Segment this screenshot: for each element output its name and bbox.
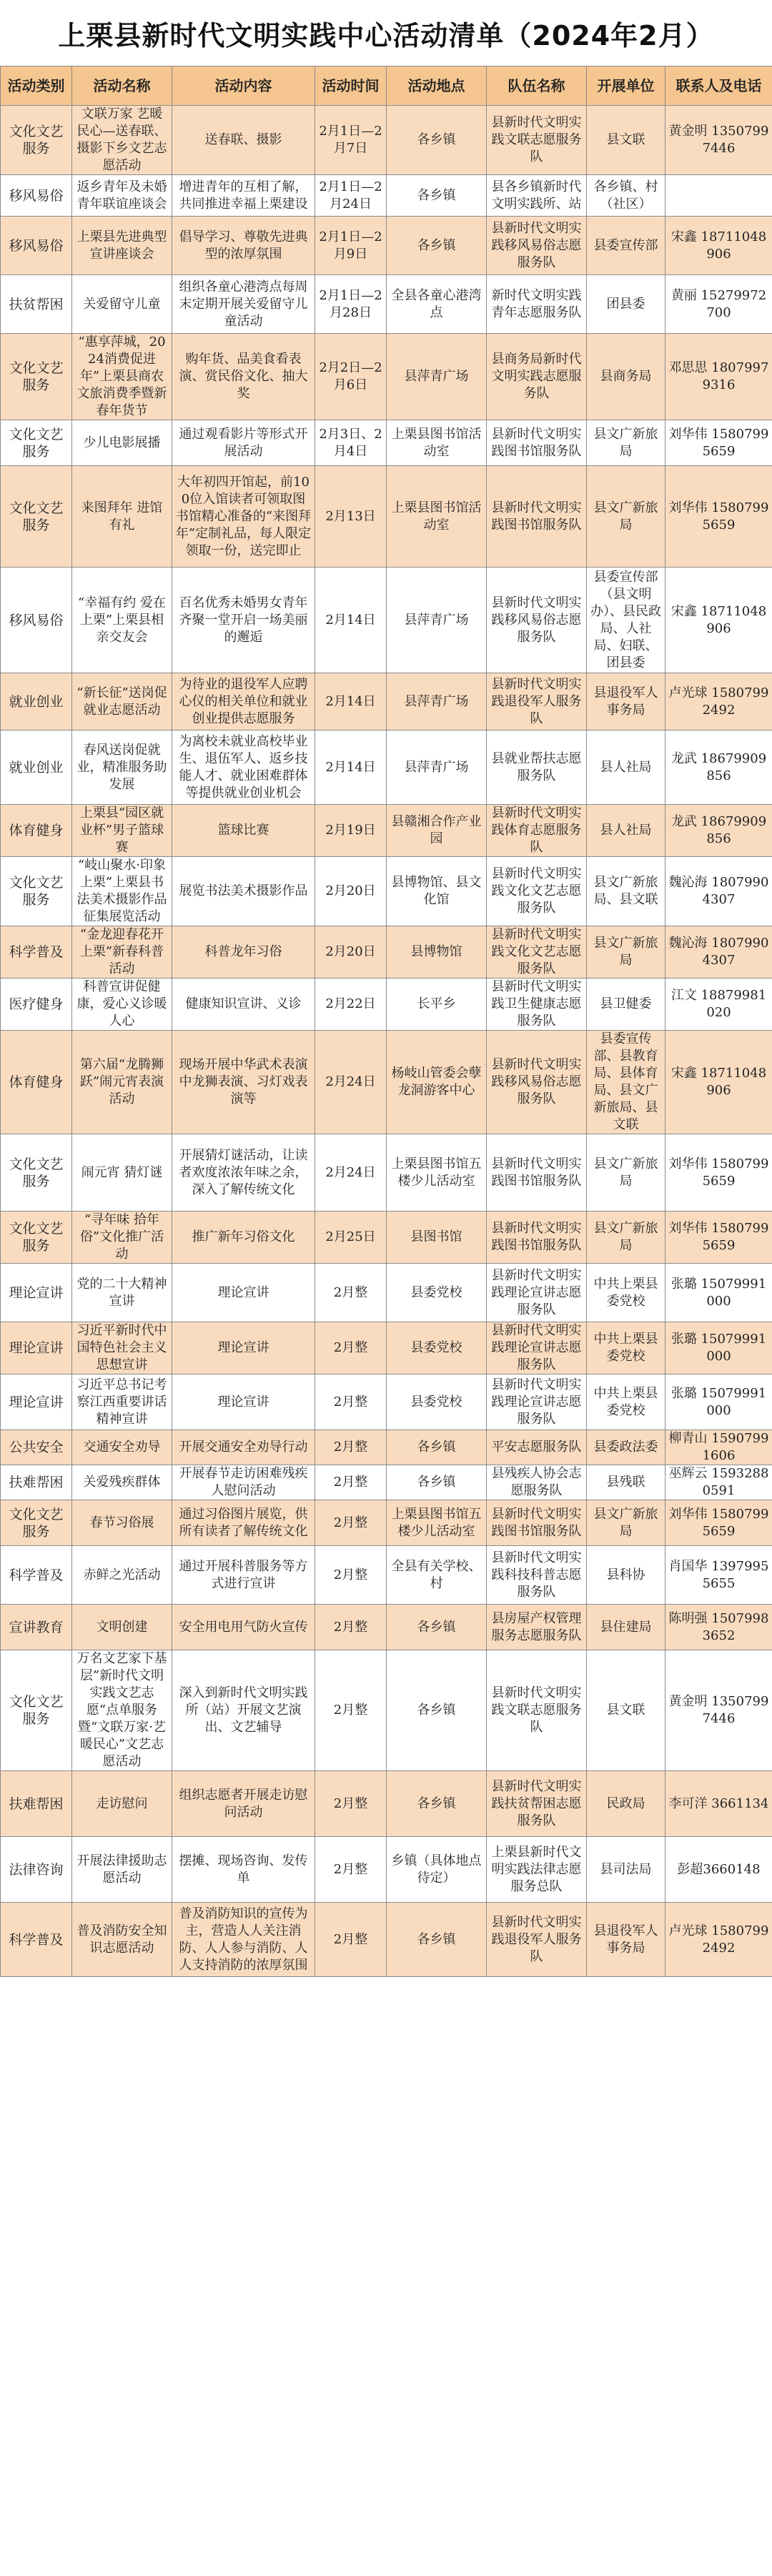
cell-location: 县委党校 xyxy=(387,1322,487,1374)
cell-organizer: 县文广新旅局 xyxy=(587,466,665,568)
cell-organizer: 县文广新旅局 xyxy=(587,420,665,466)
header-name: 活动名称 xyxy=(72,66,172,106)
cell-organizer: 县退役军人事务局 xyxy=(587,1903,665,1977)
cell-organizer: 县文广新旅局 xyxy=(587,926,665,979)
cell-organizer: 县委政法委 xyxy=(587,1430,665,1465)
page-title: 上栗县新时代文明实践中心活动清单（2024年2月） xyxy=(58,19,714,51)
table-row xyxy=(1,1465,772,1500)
cell-activity-content: 通过观看影片等形式开展活动 xyxy=(172,420,315,466)
cell-contact: 魏沁海 18079904307 xyxy=(665,926,772,979)
cell-location: 各乡镇 xyxy=(387,1430,487,1465)
cell-organizer: 县文广新旅局、县文联 xyxy=(587,857,665,926)
cell-activity-name: 赤鲜之光活动 xyxy=(72,1546,172,1605)
cell-organizer: 县文广新旅局 xyxy=(587,1134,665,1212)
cell-activity-content: 倡导学习、尊敬先进典型的浓厚氛围 xyxy=(172,217,315,275)
table-row xyxy=(1,1212,772,1264)
cell-location: 县萍青广场 xyxy=(387,334,487,420)
cell-organizer: 中共上栗县委党校 xyxy=(587,1264,665,1322)
cell-activity-content: 百名优秀未婚男女青年齐聚一堂开启一场美丽的邂逅 xyxy=(172,568,315,673)
table-row xyxy=(1,1605,772,1650)
cell-team: 县新时代文明实践理论宣讲志愿服务队 xyxy=(487,1264,587,1322)
cell-organizer: 县退役军人事务局 xyxy=(587,673,665,730)
cell-time: 2月20日 xyxy=(315,857,387,926)
cell-contact: 魏沁海 18079904307 xyxy=(665,857,772,926)
cell-activity-name: 交通安全劝导 xyxy=(72,1430,172,1465)
cell-location: 县图书馆 xyxy=(387,1212,487,1264)
cell-contact: 柳青山 15907991606 xyxy=(665,1430,772,1465)
cell-team: 县各乡镇新时代文明实践所、站 xyxy=(487,175,587,217)
cell-category: 理论宣讲 xyxy=(1,1374,72,1430)
cell-contact: 张璐 15079991000 xyxy=(665,1374,772,1430)
cell-activity-name: 万名文艺家下基层”新时代文明实践文艺志愿“点单服务暨“文联万家·艺暖民心”文艺志愿活动 xyxy=(72,1650,172,1771)
table-row xyxy=(1,1031,772,1134)
cell-category: 移风易俗 xyxy=(1,568,72,673)
table-row xyxy=(1,106,772,175)
table-row xyxy=(1,175,772,217)
table-row xyxy=(1,1771,772,1837)
cell-time: 2月19日 xyxy=(315,805,387,857)
cell-category: 文化文艺服务 xyxy=(1,420,72,466)
cell-contact: 巫辉云 15932880591 xyxy=(665,1465,772,1500)
header-time: 活动时间 xyxy=(315,66,387,106)
cell-team: 县房屋产权管理服务志愿服务队 xyxy=(487,1605,587,1650)
table-row xyxy=(1,1264,772,1322)
cell-contact: 刘华伟 15807995659 xyxy=(665,1500,772,1546)
cell-time: 2月2日—2月6日 xyxy=(315,334,387,420)
table-row xyxy=(1,979,772,1031)
cell-organizer: 县文联 xyxy=(587,1650,665,1771)
table-row xyxy=(1,568,772,673)
cell-team: 县新时代文明实践科技科普志愿服务队 xyxy=(487,1546,587,1605)
cell-team: 县新时代文明实践理论宣讲志愿服务队 xyxy=(487,1322,587,1374)
cell-category: 科学普及 xyxy=(1,1546,72,1605)
cell-activity-name: 文联万家 艺暖民心—送春联、摄影下乡文艺志愿活动 xyxy=(72,106,172,175)
cell-organizer: 县司法局 xyxy=(587,1837,665,1903)
cell-team: 县新时代文明实践退役军人服务队 xyxy=(487,673,587,730)
cell-contact: 张璐 15079991000 xyxy=(665,1264,772,1322)
cell-location: 上栗县图书馆活动室 xyxy=(387,466,487,568)
cell-location: 县博物馆、县文化馆 xyxy=(387,857,487,926)
cell-activity-content: 展览书法美术摄影作品 xyxy=(172,857,315,926)
table-row xyxy=(1,466,772,568)
cell-activity-name: 关爱残疾群体 xyxy=(72,1465,172,1500)
cell-team: 县新时代文明实践移风易俗志愿服务队 xyxy=(487,217,587,275)
cell-category: 理论宣讲 xyxy=(1,1264,72,1322)
table-body xyxy=(1,106,772,1977)
cell-activity-content: 组织志愿者开展走访慰问活动 xyxy=(172,1771,315,1837)
cell-activity-content: 开展春节走访困难残疾人慰问活动 xyxy=(172,1465,315,1500)
cell-contact: 陈明强 15079983652 xyxy=(665,1605,772,1650)
cell-category: 文化文艺服务 xyxy=(1,1650,72,1771)
cell-organizer: 县科协 xyxy=(587,1546,665,1605)
cell-team: 县新时代文明实践图书馆服务队 xyxy=(487,1212,587,1264)
cell-activity-name: “惠享萍城，2024消费促进年”上栗县商农文旅消费季暨新春年货节 xyxy=(72,334,172,420)
cell-activity-name: 少儿电影展播 xyxy=(72,420,172,466)
cell-time: 2月1日—2月9日 xyxy=(315,217,387,275)
cell-activity-name: 党的二十大精神宣讲 xyxy=(72,1264,172,1322)
cell-category: 文化文艺服务 xyxy=(1,1134,72,1212)
cell-time: 2月整 xyxy=(315,1430,387,1465)
cell-activity-name: 习近平总书记考察江西重要讲话精神宣讲 xyxy=(72,1374,172,1430)
cell-category: 科学普及 xyxy=(1,1903,72,1977)
header-team: 队伍名称 xyxy=(487,66,587,106)
cell-location: 县委党校 xyxy=(387,1374,487,1430)
cell-location: 县萍青广场 xyxy=(387,730,487,805)
cell-category: 文化文艺服务 xyxy=(1,1212,72,1264)
cell-team: 县新时代文明实践移风易俗志愿服务队 xyxy=(487,568,587,673)
cell-contact: 宋鑫 18711048906 xyxy=(665,217,772,275)
cell-organizer: 县委宣传部（县文明办）、县民政局、人社局、妇联、团县委 xyxy=(587,568,665,673)
cell-category: 医疗健身 xyxy=(1,979,72,1031)
cell-location: 杨岐山管委会孽龙洞游客中心 xyxy=(387,1031,487,1134)
cell-time: 2月1日—2月28日 xyxy=(315,275,387,334)
cell-time: 2月25日 xyxy=(315,1212,387,1264)
cell-activity-name: 上栗县先进典型宣讲座谈会 xyxy=(72,217,172,275)
table-row xyxy=(1,420,772,466)
cell-location: 县赣湘合作产业园 xyxy=(387,805,487,857)
cell-team: 县新时代文明实践卫生健康志愿服务队 xyxy=(487,979,587,1031)
cell-time: 2月24日 xyxy=(315,1031,387,1134)
cell-contact: 黄金明 13507997446 xyxy=(665,106,772,175)
cell-location: 各乡镇 xyxy=(387,1465,487,1500)
table-row xyxy=(1,334,772,420)
table-row xyxy=(1,730,772,805)
cell-organizer: 县委宣传部、县教育局、县体育局、县文广新旅局、县文联 xyxy=(587,1031,665,1134)
cell-time: 2月24日 xyxy=(315,1134,387,1212)
cell-team: 县新时代文明实践理论宣讲志愿服务队 xyxy=(487,1374,587,1430)
cell-location: 各乡镇 xyxy=(387,175,487,217)
cell-team: 上栗县新时代文明实践法律志愿服务总队 xyxy=(487,1837,587,1903)
header-content: 活动内容 xyxy=(172,66,315,106)
cell-activity-name: 文明创建 xyxy=(72,1605,172,1650)
cell-activity-content: 篮球比赛 xyxy=(172,805,315,857)
cell-location: 长平乡 xyxy=(387,979,487,1031)
cell-contact: 刘华伟 15807995659 xyxy=(665,466,772,568)
cell-activity-content: 科普龙年习俗 xyxy=(172,926,315,979)
cell-activity-name: 来图拜年 进馆有礼 xyxy=(72,466,172,568)
cell-category: 扶贫帮困 xyxy=(1,275,72,334)
cell-contact: 刘华伟 15807995659 xyxy=(665,420,772,466)
cell-time: 2月14日 xyxy=(315,568,387,673)
cell-contact: 卢光球 15807992492 xyxy=(665,673,772,730)
header-contact: 联系人及电话 xyxy=(665,66,772,106)
table-row xyxy=(1,1374,772,1430)
cell-time: 2月整 xyxy=(315,1264,387,1322)
table-row xyxy=(1,1322,772,1374)
cell-location: 上栗县图书馆五楼少儿活动室 xyxy=(387,1134,487,1212)
cell-activity-content: 开展猜灯谜活动，让读者欢度浓浓年味之余，深入了解传统文化 xyxy=(172,1134,315,1212)
cell-organizer: 县卫健委 xyxy=(587,979,665,1031)
cell-location: 各乡镇 xyxy=(387,106,487,175)
cell-activity-content: 理论宣讲 xyxy=(172,1322,315,1374)
cell-activity-name: 习近平新时代中国特色社会主义思想宣讲 xyxy=(72,1322,172,1374)
cell-category: 宣讲教育 xyxy=(1,1605,72,1650)
cell-activity-content: 组织各童心港湾点每周末定期开展关爱留守儿童活动 xyxy=(172,275,315,334)
cell-contact: 李可洋 3661134 xyxy=(665,1771,772,1837)
cell-category: 法律咨询 xyxy=(1,1837,72,1903)
cell-organizer: 团县委 xyxy=(587,275,665,334)
cell-contact: 宋鑫 18711048906 xyxy=(665,1031,772,1134)
cell-time: 2月整 xyxy=(315,1546,387,1605)
table-row xyxy=(1,1650,772,1771)
cell-team: 县新时代文明实践图书馆服务队 xyxy=(487,420,587,466)
cell-activity-content: 为离校未就业高校毕业生、退伍军人、返乡技能人才、就业困难群体等提供就业创业机会 xyxy=(172,730,315,805)
cell-organizer: 县文联 xyxy=(587,106,665,175)
cell-contact: 黄丽 15279972700 xyxy=(665,275,772,334)
cell-team: 县新时代文明实践退役军人服务队 xyxy=(487,1903,587,1977)
cell-team: 新时代文明实践青年志愿服务队 xyxy=(487,275,587,334)
cell-activity-content: 安全用电用气防火宣传 xyxy=(172,1605,315,1650)
cell-location: 各乡镇 xyxy=(387,1903,487,1977)
cell-time: 2月整 xyxy=(315,1903,387,1977)
cell-team: 县新时代文明实践扶贫帮困志愿服务队 xyxy=(487,1771,587,1837)
cell-team: 县新时代文明实践文化文艺志愿服务队 xyxy=(487,857,587,926)
cell-time: 2月整 xyxy=(315,1322,387,1374)
cell-activity-content: 推广新年习俗文化 xyxy=(172,1212,315,1264)
cell-contact: 龙武 18679909856 xyxy=(665,730,772,805)
cell-activity-content: 普及消防知识的宣传为主，营造人人关注消防、人人参与消防、人人支持消防的浓厚氛围 xyxy=(172,1903,315,1977)
cell-organizer: 县文广新旅局 xyxy=(587,1212,665,1264)
cell-time: 2月整 xyxy=(315,1374,387,1430)
cell-category: 扶难帮困 xyxy=(1,1465,72,1500)
cell-activity-name: 走访慰问 xyxy=(72,1771,172,1837)
cell-location: 各乡镇 xyxy=(387,217,487,275)
cell-time: 2月14日 xyxy=(315,730,387,805)
cell-location: 县委党校 xyxy=(387,1264,487,1322)
cell-category: 文化文艺服务 xyxy=(1,857,72,926)
cell-organizer: 县人社局 xyxy=(587,730,665,805)
cell-category: 科学普及 xyxy=(1,926,72,979)
cell-category: 理论宣讲 xyxy=(1,1322,72,1374)
cell-activity-content: 购年货、品美食看表演、赏民俗文化、抽大奖 xyxy=(172,334,315,420)
cell-location: 上栗县图书馆活动室 xyxy=(387,420,487,466)
cell-category: 移风易俗 xyxy=(1,217,72,275)
cell-contact: 龙武 18679909856 xyxy=(665,805,772,857)
cell-activity-content: 深入到新时代文明实践所（站）开展文艺演出、文艺辅导 xyxy=(172,1650,315,1771)
cell-activity-name: 闹元宵 猜灯谜 xyxy=(72,1134,172,1212)
cell-contact: 刘华伟 15807995659 xyxy=(665,1134,772,1212)
table-row xyxy=(1,926,772,979)
cell-time: 2月14日 xyxy=(315,673,387,730)
cell-activity-content: 开展交通安全劝导行动 xyxy=(172,1430,315,1465)
cell-activity-name: “新长征”送岗促就业志愿活动 xyxy=(72,673,172,730)
cell-location: 各乡镇 xyxy=(387,1605,487,1650)
cell-contact: 邓思思 18079979316 xyxy=(665,334,772,420)
cell-location: 县博物馆 xyxy=(387,926,487,979)
cell-category: 文化文艺服务 xyxy=(1,106,72,175)
cell-time: 2月整 xyxy=(315,1465,387,1500)
cell-activity-name: 关爱留守儿童 xyxy=(72,275,172,334)
cell-organizer: 县人社局 xyxy=(587,805,665,857)
cell-activity-name: “岐山聚水·印象上栗”上栗县书法美术摄影作品征集展览活动 xyxy=(72,857,172,926)
cell-activity-content: 摆摊、现场咨询、发传单 xyxy=(172,1837,315,1903)
cell-organizer: 县残联 xyxy=(587,1465,665,1500)
cell-activity-name: “金龙迎春花开上栗”新春科普活动 xyxy=(72,926,172,979)
cell-contact: 黄金明 13507997446 xyxy=(665,1650,772,1771)
cell-team: 县商务局新时代文明实践志愿服务队 xyxy=(487,334,587,420)
cell-organizer: 各乡镇、村（社区） xyxy=(587,175,665,217)
cell-activity-content: 通过开展科普服务等方式进行宣讲 xyxy=(172,1546,315,1605)
cell-time: 2月整 xyxy=(315,1771,387,1837)
cell-activity-name: 普及消防安全知识志愿活动 xyxy=(72,1903,172,1977)
cell-organizer: 民政局 xyxy=(587,1771,665,1837)
cell-team: 县新时代文明实践图书馆服务队 xyxy=(487,1134,587,1212)
cell-time: 2月整 xyxy=(315,1500,387,1546)
cell-location: 各乡镇 xyxy=(387,1771,487,1837)
cell-team: 县残疾人协会志愿服务队 xyxy=(487,1465,587,1500)
cell-location: 全县有关学校、村 xyxy=(387,1546,487,1605)
cell-organizer: 中共上栗县委党校 xyxy=(587,1322,665,1374)
cell-contact: 刘华伟 15807995659 xyxy=(665,1212,772,1264)
table-row xyxy=(1,1837,772,1903)
cell-location: 各乡镇 xyxy=(387,1650,487,1771)
cell-category: 移风易俗 xyxy=(1,175,72,217)
cell-activity-content: 增进青年的互相了解，共同推进幸福上栗建设 xyxy=(172,175,315,217)
cell-category: 文化文艺服务 xyxy=(1,334,72,420)
cell-team: 县新时代文明实践移风易俗志愿服务队 xyxy=(487,1031,587,1134)
cell-time: 2月整 xyxy=(315,1605,387,1650)
cell-contact: 卢光球 15807992492 xyxy=(665,1903,772,1977)
cell-category: 体育健身 xyxy=(1,1031,72,1134)
cell-category: 文化文艺服务 xyxy=(1,1500,72,1546)
table-row xyxy=(1,217,772,275)
cell-organizer: 县文广新旅局 xyxy=(587,1500,665,1546)
cell-location: 上栗县图书馆五楼少儿活动室 xyxy=(387,1500,487,1546)
table-row xyxy=(1,1430,772,1465)
cell-time: 2月1日—2月24日 xyxy=(315,175,387,217)
table-header-row xyxy=(1,66,772,106)
cell-activity-name: 春节习俗展 xyxy=(72,1500,172,1546)
cell-contact xyxy=(665,175,772,217)
cell-location: 县萍青广场 xyxy=(387,568,487,673)
cell-contact: 江文 18879981020 xyxy=(665,979,772,1031)
cell-contact: 肖国华 13979955655 xyxy=(665,1546,772,1605)
cell-team: 县新时代文明实践文联志愿服务队 xyxy=(487,1650,587,1771)
cell-activity-name: 上栗县“园区就业杯”男子篮球赛 xyxy=(72,805,172,857)
cell-time: 2月13日 xyxy=(315,466,387,568)
cell-team: 县新时代文明实践体育志愿服务队 xyxy=(487,805,587,857)
cell-activity-content: 健康知识宣讲、义诊 xyxy=(172,979,315,1031)
cell-activity-name: “幸福有约 爱在上栗”上栗县相亲交友会 xyxy=(72,568,172,673)
header-unit: 开展单位 xyxy=(587,66,665,106)
cell-contact: 彭超3660148 xyxy=(665,1837,772,1903)
header-category: 活动类别 xyxy=(1,66,72,106)
cell-activity-content: 为待业的退役军人应聘心仪的相关单位和就业创业提供志愿服务 xyxy=(172,673,315,730)
cell-organizer: 县委宣传部 xyxy=(587,217,665,275)
cell-category: 公共安全 xyxy=(1,1430,72,1465)
table-row xyxy=(1,275,772,334)
cell-team: 县新时代文明实践图书馆服务队 xyxy=(487,1500,587,1546)
cell-activity-name: “寻年味 拾年俗”文化推广活动 xyxy=(72,1212,172,1264)
cell-activity-name: 科普宣讲促健康，爱心义诊暖人心 xyxy=(72,979,172,1031)
cell-time: 2月整 xyxy=(315,1650,387,1771)
cell-activity-name: 春风送岗促就业，精准服务助发展 xyxy=(72,730,172,805)
cell-team: 县新时代文明实践文化文艺志愿服务队 xyxy=(487,926,587,979)
cell-category: 扶难帮困 xyxy=(1,1771,72,1837)
cell-category: 就业创业 xyxy=(1,673,72,730)
cell-time: 2月整 xyxy=(315,1837,387,1903)
cell-activity-name: 返乡青年及未婚青年联谊座谈会 xyxy=(72,175,172,217)
cell-activity-content: 现场开展中华武术表演中龙狮表演、习灯戏表演等 xyxy=(172,1031,315,1134)
cell-team: 县新时代文明实践文联志愿服务队 xyxy=(487,106,587,175)
table-row xyxy=(1,1134,772,1212)
cell-team: 县就业帮扶志愿服务队 xyxy=(487,730,587,805)
table-row xyxy=(1,1903,772,1977)
cell-organizer: 县住建局 xyxy=(587,1605,665,1650)
cell-activity-content: 理论宣讲 xyxy=(172,1264,315,1322)
cell-category: 就业创业 xyxy=(1,730,72,805)
cell-organizer: 县商务局 xyxy=(587,334,665,420)
cell-time: 2月20日 xyxy=(315,926,387,979)
cell-contact: 宋鑫 18711048906 xyxy=(665,568,772,673)
cell-team: 平安志愿服务队 xyxy=(487,1430,587,1465)
cell-location: 县萍青广场 xyxy=(387,673,487,730)
cell-activity-name: 开展法律援助志愿活动 xyxy=(72,1837,172,1903)
cell-team: 县新时代文明实践图书馆服务队 xyxy=(487,466,587,568)
cell-activity-content: 通过习俗图片展览，供所有读者了解传统文化 xyxy=(172,1500,315,1546)
cell-time: 2月3日、2月4日 xyxy=(315,420,387,466)
cell-location: 乡镇（具体地点待定） xyxy=(387,1837,487,1903)
cell-organizer: 中共上栗县委党校 xyxy=(587,1374,665,1430)
cell-category: 体育健身 xyxy=(1,805,72,857)
table-row xyxy=(1,805,772,857)
cell-location: 全县各童心港湾点 xyxy=(387,275,487,334)
activity-table xyxy=(0,66,772,1977)
table-row xyxy=(1,1546,772,1605)
cell-activity-content: 理论宣讲 xyxy=(172,1374,315,1430)
table-row xyxy=(1,673,772,730)
cell-activity-content: 送春联、摄影 xyxy=(172,106,315,175)
cell-time: 2月1日—2月7日 xyxy=(315,106,387,175)
cell-activity-name: 第六届“龙腾狮跃”闹元宵表演活动 xyxy=(72,1031,172,1134)
cell-activity-content: 大年初四开馆起，前100位入馆读者可领取图书馆精心准备的“来图拜年”定制礼品，每人限定领取一份，送完即止 xyxy=(172,466,315,568)
cell-contact: 张璐 15079991000 xyxy=(665,1322,772,1374)
cell-time: 2月22日 xyxy=(315,979,387,1031)
header-location: 活动地点 xyxy=(387,66,487,106)
table-row xyxy=(1,1500,772,1546)
cell-category: 文化文艺服务 xyxy=(1,466,72,568)
table-row xyxy=(1,857,772,926)
